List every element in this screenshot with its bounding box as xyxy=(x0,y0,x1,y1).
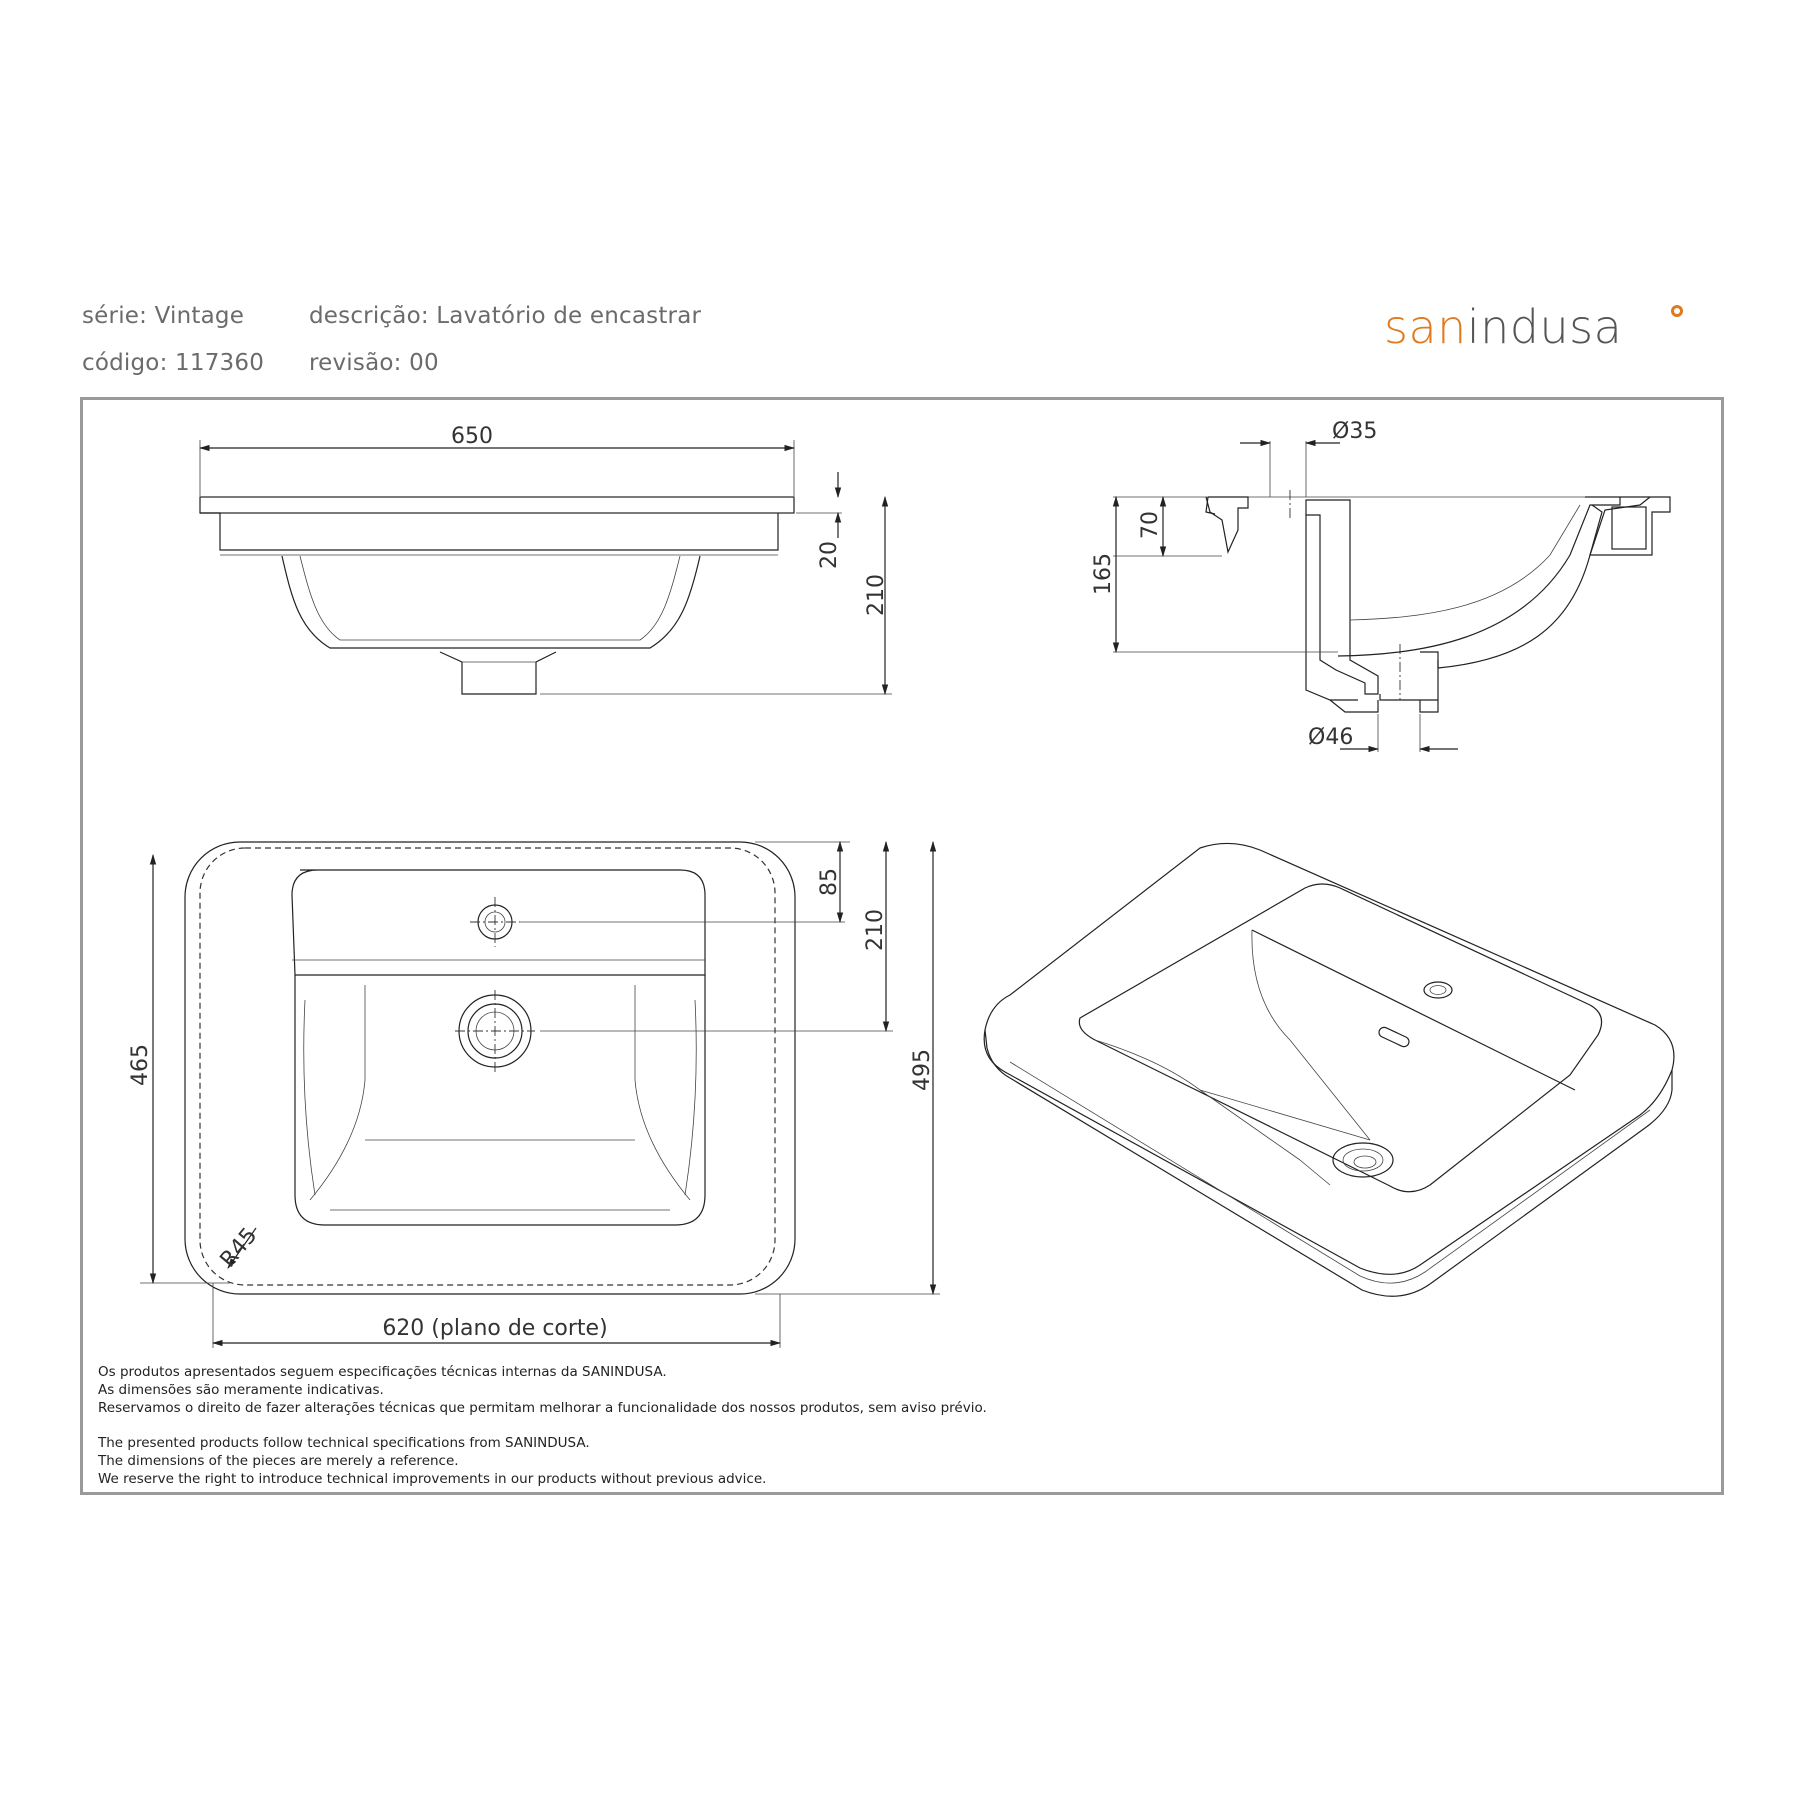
plan-view xyxy=(140,842,940,1348)
section-view xyxy=(1113,441,1670,752)
note-en-2: The dimensions of the pieces are merely a reference. xyxy=(98,1453,459,1469)
dim-plan-radius: R45 xyxy=(215,1223,263,1273)
dim-front-width: 650 xyxy=(451,424,493,449)
revisao-label: revisão: 00 xyxy=(309,350,439,376)
logo-part-indusa: indusa xyxy=(1466,300,1623,354)
dim-overflow-diam: Ø35 xyxy=(1332,419,1378,444)
dim-front-rim: 20 xyxy=(817,541,842,569)
isometric-view xyxy=(984,843,1674,1296)
dim-drain-diam: Ø46 xyxy=(1308,725,1354,750)
note-pt-1: Os produtos apresentados seguem especificações técnicas internas da SANINDUSA. xyxy=(98,1364,667,1380)
descricao-label: descrição: Lavatório de encastrar xyxy=(309,303,702,329)
note-en-1: The presented products follow technical specifications from SANINDUSA. xyxy=(98,1435,590,1451)
dim-plan-tap-offset: 85 xyxy=(817,868,842,896)
note-pt-3: Reservamos o direito de fazer alterações técnicas que permitam melhorar a funcionalidade dos nossos produtos, sem aviso prévio. xyxy=(98,1400,987,1416)
dim-plan-depth-total: 495 xyxy=(910,1049,935,1091)
dim-plan-drain-offset: 210 xyxy=(863,909,888,951)
dim-plan-width-cut: 620 (plano de corte) xyxy=(382,1316,608,1341)
dim-front-height: 210 xyxy=(864,574,889,616)
dim-section-depth: 165 xyxy=(1091,553,1116,595)
codigo-label: código: 117360 xyxy=(82,350,265,376)
logo-part-san: san xyxy=(1384,300,1467,354)
dim-plan-depth-cut: 465 xyxy=(128,1044,153,1086)
front-elevation-view xyxy=(200,440,892,694)
note-en-3: We reserve the right to introduce technical improvements in our products without previous advice. xyxy=(98,1471,767,1487)
note-pt-2: As dimensões são meramente indicativas. xyxy=(98,1382,384,1398)
serie-label: série: Vintage xyxy=(82,303,245,329)
dim-overflow-depth: 70 xyxy=(1138,511,1163,539)
